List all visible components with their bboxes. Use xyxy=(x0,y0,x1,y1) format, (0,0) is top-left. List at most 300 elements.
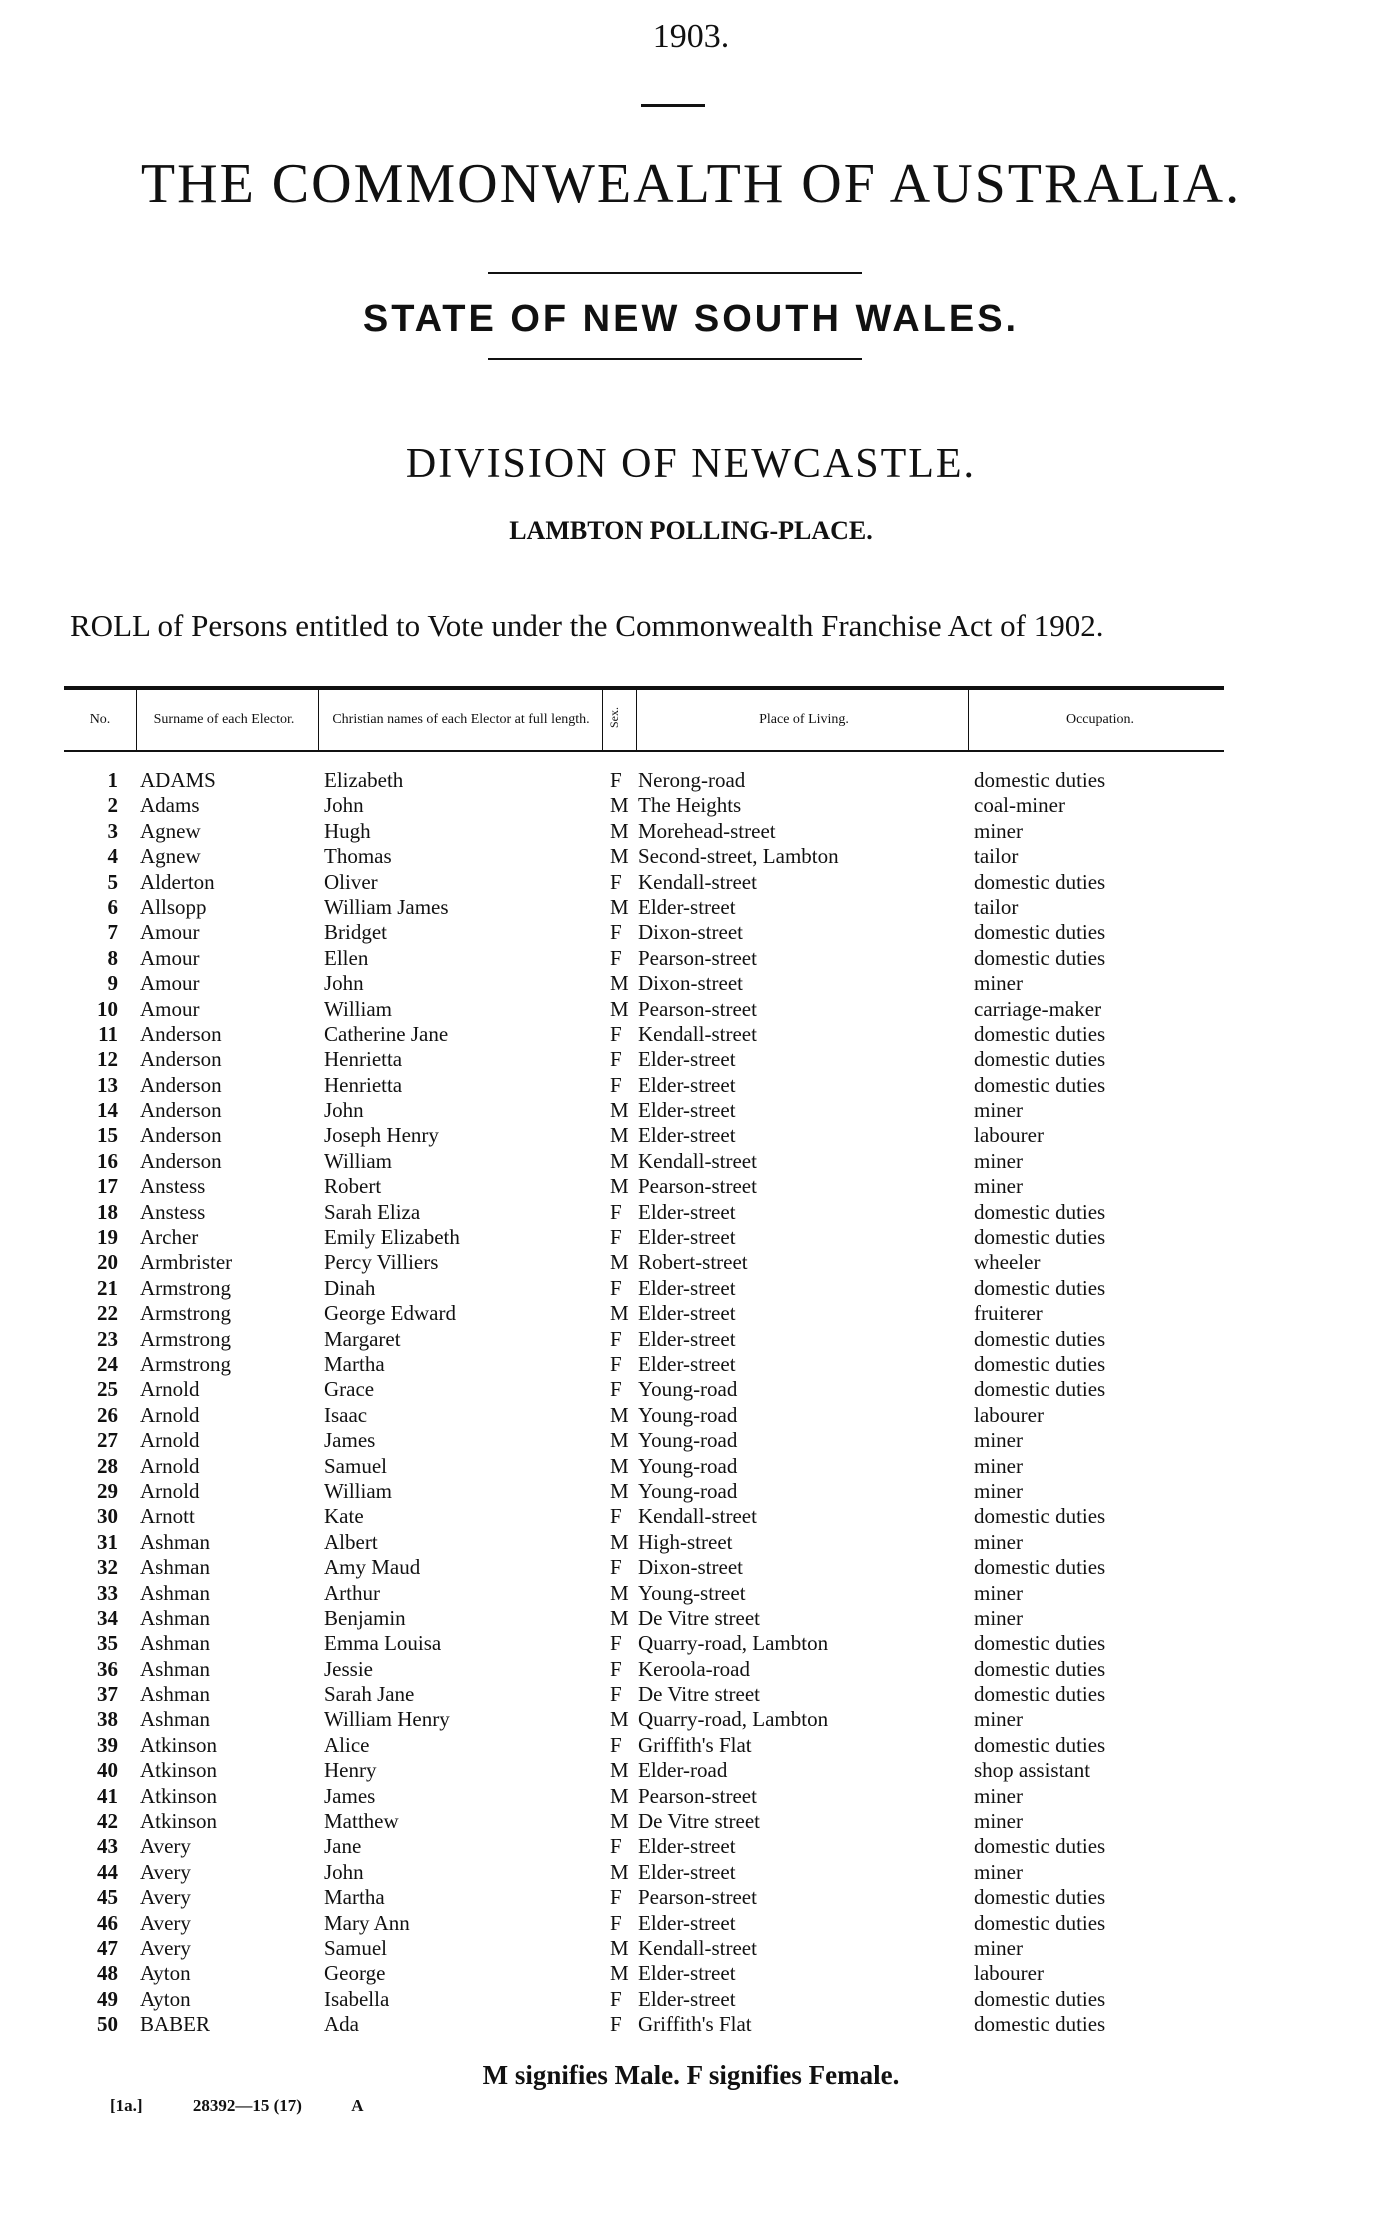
elector-occupation: coal-miner xyxy=(974,793,1065,818)
elector-christian-names: John xyxy=(324,971,364,996)
table-row xyxy=(64,1047,1224,1072)
footer xyxy=(110,2096,410,2116)
elector-place-of-living: Elder-street xyxy=(638,1326,736,1351)
table-row xyxy=(64,768,1224,793)
table-row xyxy=(64,920,1224,945)
elector-number: 30 xyxy=(97,1504,118,1529)
elector-occupation: labourer xyxy=(974,1402,1044,1427)
elector-number: 15 xyxy=(97,1123,118,1148)
elector-surname: Anderson xyxy=(140,1072,222,1097)
elector-occupation: miner xyxy=(974,1529,1023,1554)
column-divider xyxy=(636,690,637,750)
table-row xyxy=(64,1377,1224,1402)
elector-number: 34 xyxy=(97,1605,118,1630)
elector-sex: F xyxy=(610,1047,622,1072)
elector-occupation: domestic duties xyxy=(974,1834,1106,1859)
elector-place-of-living: Pearson-street xyxy=(638,996,757,1021)
elector-sex: M xyxy=(610,1174,629,1199)
elector-surname: Armstrong xyxy=(140,1301,231,1326)
elector-number: 7 xyxy=(107,920,118,945)
elector-sex: M xyxy=(610,1123,629,1148)
elector-sex: F xyxy=(610,869,622,894)
elector-occupation: domestic duties xyxy=(974,1225,1106,1250)
table-row xyxy=(64,844,1224,869)
table-row xyxy=(64,946,1224,971)
elector-sex: F xyxy=(610,2012,622,2037)
elector-number: 26 xyxy=(97,1402,118,1427)
elector-sex: M xyxy=(610,971,629,996)
column-header-no: No. xyxy=(89,712,111,727)
table-row xyxy=(64,1631,1224,1656)
elector-place-of-living: De Vitre street xyxy=(638,1682,760,1707)
elector-sex: M xyxy=(610,996,629,1021)
table-row xyxy=(64,1352,1224,1377)
elector-occupation: domestic duties xyxy=(974,1377,1106,1402)
elector-christian-names: Mary Ann xyxy=(324,1910,410,1935)
elector-number: 46 xyxy=(97,1910,118,1935)
elector-sex: F xyxy=(610,1555,622,1580)
elector-sex: M xyxy=(610,1783,629,1808)
elector-christian-names: Isabella xyxy=(324,1986,390,2011)
elector-occupation: miner xyxy=(974,1707,1023,1732)
elector-number: 41 xyxy=(97,1783,118,1808)
elector-occupation: domestic duties xyxy=(974,1072,1106,1097)
elector-surname: Armbrister xyxy=(140,1250,233,1275)
elector-place-of-living: Young-street xyxy=(638,1580,746,1605)
elector-christian-names: William Henry xyxy=(324,1707,450,1732)
elector-place-of-living: Kendall-street xyxy=(638,1935,757,1960)
elector-occupation: domestic duties xyxy=(974,2012,1106,2037)
elector-occupation: domestic duties xyxy=(974,1910,1106,1935)
elector-surname: Arnott xyxy=(140,1504,195,1529)
elector-place-of-living: Elder-street xyxy=(638,1961,736,1986)
elector-christian-names: Catherine Jane xyxy=(324,1021,449,1046)
elector-sex: M xyxy=(610,1809,629,1834)
elector-number: 35 xyxy=(97,1631,118,1656)
elector-sex: M xyxy=(610,1961,629,1986)
table-row xyxy=(64,1174,1224,1199)
elector-occupation: labourer xyxy=(974,1123,1044,1148)
table-row xyxy=(64,1327,1224,1352)
elector-place-of-living: Elder-street xyxy=(638,1834,736,1859)
elector-christian-names: Jessie xyxy=(324,1656,373,1681)
table-row xyxy=(64,1504,1224,1529)
elector-christian-names: Jane xyxy=(324,1834,362,1859)
elector-christian-names: Robert xyxy=(324,1174,382,1199)
state-heading: STATE OF NEW SOUTH WALES. xyxy=(362,298,1020,340)
elector-sex: M xyxy=(610,1098,629,1123)
elector-surname: Armstrong xyxy=(140,1326,231,1351)
elector-surname: Atkinson xyxy=(140,1758,218,1783)
elector-christian-names: Matthew xyxy=(324,1809,399,1834)
elector-sex: M xyxy=(610,1250,629,1275)
elector-occupation: domestic duties xyxy=(974,1275,1106,1300)
elector-number: 37 xyxy=(97,1682,118,1707)
elector-surname: Ayton xyxy=(140,1986,191,2011)
elector-place-of-living: Kendall-street xyxy=(638,1148,757,1173)
elector-surname: Atkinson xyxy=(140,1809,218,1834)
elector-sex: F xyxy=(610,920,622,945)
elector-surname: Amour xyxy=(140,971,200,996)
elector-occupation: labourer xyxy=(974,1961,1044,1986)
elector-sex: F xyxy=(610,1986,622,2011)
elector-number: 39 xyxy=(97,1732,118,1757)
elector-number: 3 xyxy=(107,818,118,843)
table-row xyxy=(64,1403,1224,1428)
elector-occupation: domestic duties xyxy=(974,1656,1106,1681)
table-row xyxy=(64,1657,1224,1682)
table-row xyxy=(64,1276,1224,1301)
elector-place-of-living: De Vitre street xyxy=(638,1605,760,1630)
table-row xyxy=(64,870,1224,895)
elector-surname: Ashman xyxy=(140,1631,210,1656)
elector-occupation: domestic duties xyxy=(974,1732,1106,1757)
elector-christian-names: Martha xyxy=(324,1885,385,1910)
elector-number: 42 xyxy=(97,1809,118,1834)
elector-sex: F xyxy=(610,1631,622,1656)
elector-surname: Ashman xyxy=(140,1707,210,1732)
elector-occupation: domestic duties xyxy=(974,1682,1106,1707)
elector-christian-names: William xyxy=(324,1478,392,1503)
elector-number: 6 xyxy=(107,894,118,919)
elector-number: 29 xyxy=(97,1478,118,1503)
elector-place-of-living: Elder-street xyxy=(638,1986,736,2011)
elector-sex: F xyxy=(610,1225,622,1250)
elector-place-of-living: Morehead-street xyxy=(638,818,776,843)
elector-surname: Amour xyxy=(140,996,200,1021)
elector-number: 19 xyxy=(97,1225,118,1250)
table-row xyxy=(64,1225,1224,1250)
elector-surname: ADAMS xyxy=(140,768,216,792)
elector-number: 14 xyxy=(97,1098,118,1123)
elector-occupation: wheeler xyxy=(974,1250,1041,1275)
elector-occupation: domestic duties xyxy=(974,1351,1106,1376)
elector-number: 11 xyxy=(98,1021,118,1046)
elector-sex: F xyxy=(610,1732,622,1757)
elector-sex: M xyxy=(610,1758,629,1783)
elector-place-of-living: Pearson-street xyxy=(638,1885,757,1910)
elector-occupation: miner xyxy=(974,1935,1023,1960)
elector-christian-names: Margaret xyxy=(324,1326,401,1351)
table-row xyxy=(64,1784,1224,1809)
elector-surname: Anstess xyxy=(140,1174,206,1199)
table-row xyxy=(64,1555,1224,1580)
elector-place-of-living: Quarry-road, Lambton xyxy=(638,1707,829,1732)
signature-mark: A xyxy=(351,2096,364,2115)
elector-place-of-living: Elder-street xyxy=(638,1225,736,1250)
elector-occupation: shop assistant xyxy=(974,1758,1091,1783)
elector-surname: Ashman xyxy=(140,1580,210,1605)
elector-surname: Anstess xyxy=(140,1199,206,1224)
elector-place-of-living: Kendall-street xyxy=(638,1021,757,1046)
table-row xyxy=(64,1530,1224,1555)
elector-number: 45 xyxy=(97,1885,118,1910)
elector-number: 31 xyxy=(97,1529,118,1554)
elector-sex: F xyxy=(610,945,622,970)
table-row xyxy=(64,1123,1224,1148)
elector-place-of-living: Elder-street xyxy=(638,894,736,919)
elector-number: 25 xyxy=(97,1377,118,1402)
footer-code: [1a.] xyxy=(110,2096,143,2115)
elector-sex: M xyxy=(610,1529,629,1554)
table-row xyxy=(64,1250,1224,1275)
elector-christian-names: William xyxy=(324,1148,392,1173)
elector-place-of-living: Elder-street xyxy=(638,1199,736,1224)
elector-surname: Anderson xyxy=(140,1021,222,1046)
table-row xyxy=(64,1911,1224,1936)
elector-sex: F xyxy=(610,1504,622,1529)
elector-place-of-living: Griffith's Flat xyxy=(638,1732,752,1757)
elector-christian-names: John xyxy=(324,793,364,818)
elector-occupation: domestic duties xyxy=(974,1326,1106,1351)
elector-christian-names: George Edward xyxy=(324,1301,456,1326)
elector-sex: F xyxy=(610,1834,622,1859)
division-heading: DIVISION OF NEWCASTLE. xyxy=(405,441,977,487)
state-bottom-rule xyxy=(488,358,862,360)
elector-number: 17 xyxy=(97,1174,118,1199)
column-divider xyxy=(136,690,137,750)
table-row xyxy=(64,2012,1224,2037)
elector-sex: M xyxy=(610,1707,629,1732)
elector-surname: Armstrong xyxy=(140,1275,231,1300)
elector-occupation: domestic duties xyxy=(974,945,1106,970)
elector-occupation: miner xyxy=(974,1174,1023,1199)
table-row xyxy=(64,895,1224,920)
elector-christian-names: Amy Maud xyxy=(324,1555,421,1580)
elector-place-of-living: Young-road xyxy=(638,1377,738,1402)
elector-christian-names: Ellen xyxy=(324,945,369,970)
elector-sex: M xyxy=(610,1580,629,1605)
table-row xyxy=(64,1301,1224,1326)
elector-sex: F xyxy=(610,1885,622,1910)
year-heading: 1903. xyxy=(652,18,730,55)
elector-sex: F xyxy=(610,1021,622,1046)
elector-surname: Archer xyxy=(140,1225,199,1250)
elector-number: 38 xyxy=(97,1707,118,1732)
elector-christian-names: Bridget xyxy=(324,920,387,945)
elector-surname: BABER xyxy=(140,2012,211,2037)
elector-sex: M xyxy=(610,844,629,869)
elector-christian-names: Emily Elizabeth xyxy=(324,1225,460,1250)
elector-number: 23 xyxy=(97,1326,118,1351)
elector-place-of-living: Dixon-street xyxy=(638,971,743,996)
elector-christian-names: Alice xyxy=(324,1732,370,1757)
elector-sex: F xyxy=(610,1072,622,1097)
table-row xyxy=(64,1860,1224,1885)
elector-surname: Arnold xyxy=(140,1453,200,1478)
table-row xyxy=(64,1961,1224,1986)
elector-sex: M xyxy=(610,1935,629,1960)
elector-christian-names: Kate xyxy=(324,1504,364,1529)
elector-sex: M xyxy=(610,1148,629,1173)
column-header-place-of-living: Place of Living. xyxy=(759,712,849,727)
column-divider xyxy=(968,690,969,750)
elector-christian-names: William xyxy=(324,996,392,1021)
elector-christian-names: Thomas xyxy=(324,844,392,869)
elector-surname: Armstrong xyxy=(140,1351,231,1376)
elector-surname: Ayton xyxy=(140,1961,191,1986)
elector-occupation: miner xyxy=(974,1428,1023,1453)
elector-place-of-living: De Vitre street xyxy=(638,1809,760,1834)
table-row xyxy=(64,819,1224,844)
elector-place-of-living: Second-street, Lambton xyxy=(638,844,839,869)
elector-number: 13 xyxy=(97,1072,118,1097)
elector-occupation: miner xyxy=(974,818,1023,843)
state-top-rule xyxy=(488,272,862,274)
elector-occupation: domestic duties xyxy=(974,1885,1106,1910)
elector-christian-names: John xyxy=(324,1098,364,1123)
elector-christian-names: Albert xyxy=(324,1529,378,1554)
elector-number: 5 xyxy=(107,869,118,894)
elector-occupation: tailor xyxy=(974,844,1019,869)
elector-surname: Agnew xyxy=(140,844,201,869)
elector-number: 2 xyxy=(107,793,118,818)
elector-christian-names: William James xyxy=(324,894,449,919)
elector-place-of-living: Nerong-road xyxy=(638,768,746,792)
elector-occupation: miner xyxy=(974,1580,1023,1605)
elector-sex: F xyxy=(610,1326,622,1351)
table-row xyxy=(64,1022,1224,1047)
elector-surname: Adams xyxy=(140,793,200,818)
elector-number: 16 xyxy=(97,1148,118,1173)
elector-surname: Avery xyxy=(140,1859,191,1884)
elector-occupation: miner xyxy=(974,1148,1023,1173)
elector-surname: Ashman xyxy=(140,1555,210,1580)
elector-number: 33 xyxy=(97,1580,118,1605)
elector-sex: F xyxy=(610,1275,622,1300)
elector-occupation: miner xyxy=(974,1809,1023,1834)
elector-christian-names: Henrietta xyxy=(324,1047,403,1072)
table-row xyxy=(64,1454,1224,1479)
table-row xyxy=(64,1200,1224,1225)
elector-christian-names: James xyxy=(324,1428,376,1453)
column-header-christian-names: Christian names of each Elector at full length. xyxy=(332,712,590,727)
elector-place-of-living: Keroola-road xyxy=(638,1656,750,1681)
elector-occupation: domestic duties xyxy=(974,1021,1106,1046)
elector-occupation: miner xyxy=(974,1783,1023,1808)
elector-sex: M xyxy=(610,1453,629,1478)
table-row xyxy=(64,1479,1224,1504)
elector-surname: Atkinson xyxy=(140,1783,218,1808)
column-divider xyxy=(602,690,603,750)
elector-christian-names: Sarah Jane xyxy=(324,1682,415,1707)
elector-surname: Avery xyxy=(140,1935,191,1960)
elector-place-of-living: Elder-street xyxy=(638,1098,736,1123)
table-row xyxy=(64,793,1224,818)
elector-occupation: tailor xyxy=(974,894,1019,919)
elector-place-of-living: Kendall-street xyxy=(638,869,757,894)
table-row xyxy=(64,1581,1224,1606)
table-row xyxy=(64,1682,1224,1707)
elector-occupation: domestic duties xyxy=(974,920,1106,945)
elector-place-of-living: Dixon-street xyxy=(638,920,743,945)
elector-sex: M xyxy=(610,818,629,843)
elector-sex: F xyxy=(610,1656,622,1681)
elector-sex: M xyxy=(610,793,629,818)
elector-surname: Arnold xyxy=(140,1377,200,1402)
elector-number: 32 xyxy=(97,1555,118,1580)
elector-place-of-living: Elder-road xyxy=(638,1758,728,1783)
elector-sex: M xyxy=(610,1402,629,1427)
elector-number: 28 xyxy=(97,1453,118,1478)
elector-occupation: domestic duties xyxy=(974,1555,1106,1580)
table-row xyxy=(64,997,1224,1022)
elector-sex: M xyxy=(610,894,629,919)
elector-occupation: carriage-maker xyxy=(974,996,1102,1021)
elector-christian-names: Hugh xyxy=(324,818,371,843)
elector-surname: Amour xyxy=(140,945,200,970)
elector-sex: F xyxy=(610,1351,622,1376)
elector-place-of-living: Kendall-street xyxy=(638,1504,757,1529)
elector-place-of-living: Elder-street xyxy=(638,1859,736,1884)
elector-occupation: miner xyxy=(974,1478,1023,1503)
elector-place-of-living: Young-road xyxy=(638,1453,738,1478)
elector-christian-names: Dinah xyxy=(324,1275,376,1300)
elector-sex: M xyxy=(610,1478,629,1503)
elector-surname: Ashman xyxy=(140,1605,210,1630)
elector-place-of-living: Quarry-road, Lambton xyxy=(638,1631,829,1656)
elector-number: 1 xyxy=(107,768,118,792)
elector-place-of-living: Robert-street xyxy=(638,1250,748,1275)
elector-surname: Alderton xyxy=(140,869,215,894)
table-row xyxy=(64,1936,1224,1961)
elector-surname: Amour xyxy=(140,920,200,945)
elector-place-of-living: Young-road xyxy=(638,1428,738,1453)
elector-surname: Allsopp xyxy=(140,894,207,919)
elector-number: 49 xyxy=(97,1986,118,2011)
elector-place-of-living: Elder-street xyxy=(638,1910,736,1935)
elector-christian-names: John xyxy=(324,1859,364,1884)
elector-surname: Anderson xyxy=(140,1098,222,1123)
elector-surname: Arnold xyxy=(140,1402,200,1427)
elector-number: 20 xyxy=(97,1250,118,1275)
elector-christian-names: George xyxy=(324,1961,386,1986)
elector-occupation: miner xyxy=(974,1859,1023,1884)
elector-number: 47 xyxy=(97,1935,118,1960)
elector-surname: Agnew xyxy=(140,818,201,843)
elector-occupation: domestic duties xyxy=(974,1986,1106,2011)
table-row xyxy=(64,1707,1224,1732)
column-header-sex: Sex. xyxy=(607,707,621,728)
elector-surname: Arnold xyxy=(140,1428,200,1453)
elector-number: 44 xyxy=(97,1859,118,1884)
table-row xyxy=(64,1758,1224,1783)
elector-sex: F xyxy=(610,768,622,792)
elector-number: 18 xyxy=(97,1199,118,1224)
elector-place-of-living: High-street xyxy=(638,1529,733,1554)
elector-surname: Atkinson xyxy=(140,1732,218,1757)
elector-number: 50 xyxy=(97,2012,118,2037)
elector-christian-names: Samuel xyxy=(324,1935,387,1960)
elector-christian-names: Elizabeth xyxy=(324,768,404,792)
elector-place-of-living: Elder-street xyxy=(638,1301,736,1326)
table-row xyxy=(64,1834,1224,1859)
elector-christian-names: Benjamin xyxy=(324,1605,406,1630)
elector-place-of-living: Pearson-street xyxy=(638,1174,757,1199)
elector-surname: Arnold xyxy=(140,1478,200,1503)
elector-sex: F xyxy=(610,1682,622,1707)
elector-occupation: fruiterer xyxy=(974,1301,1043,1326)
elector-number: 24 xyxy=(97,1351,118,1376)
elector-number: 27 xyxy=(97,1428,118,1453)
elector-occupation: domestic duties xyxy=(974,1199,1106,1224)
page-title: THE COMMONWEALTH OF AUSTRALIA. xyxy=(140,153,1242,215)
elector-sex: F xyxy=(610,1377,622,1402)
elector-place-of-living: Elder-street xyxy=(638,1123,736,1148)
elector-sex: M xyxy=(610,1301,629,1326)
table-row xyxy=(64,1098,1224,1123)
elector-number: 21 xyxy=(97,1275,118,1300)
